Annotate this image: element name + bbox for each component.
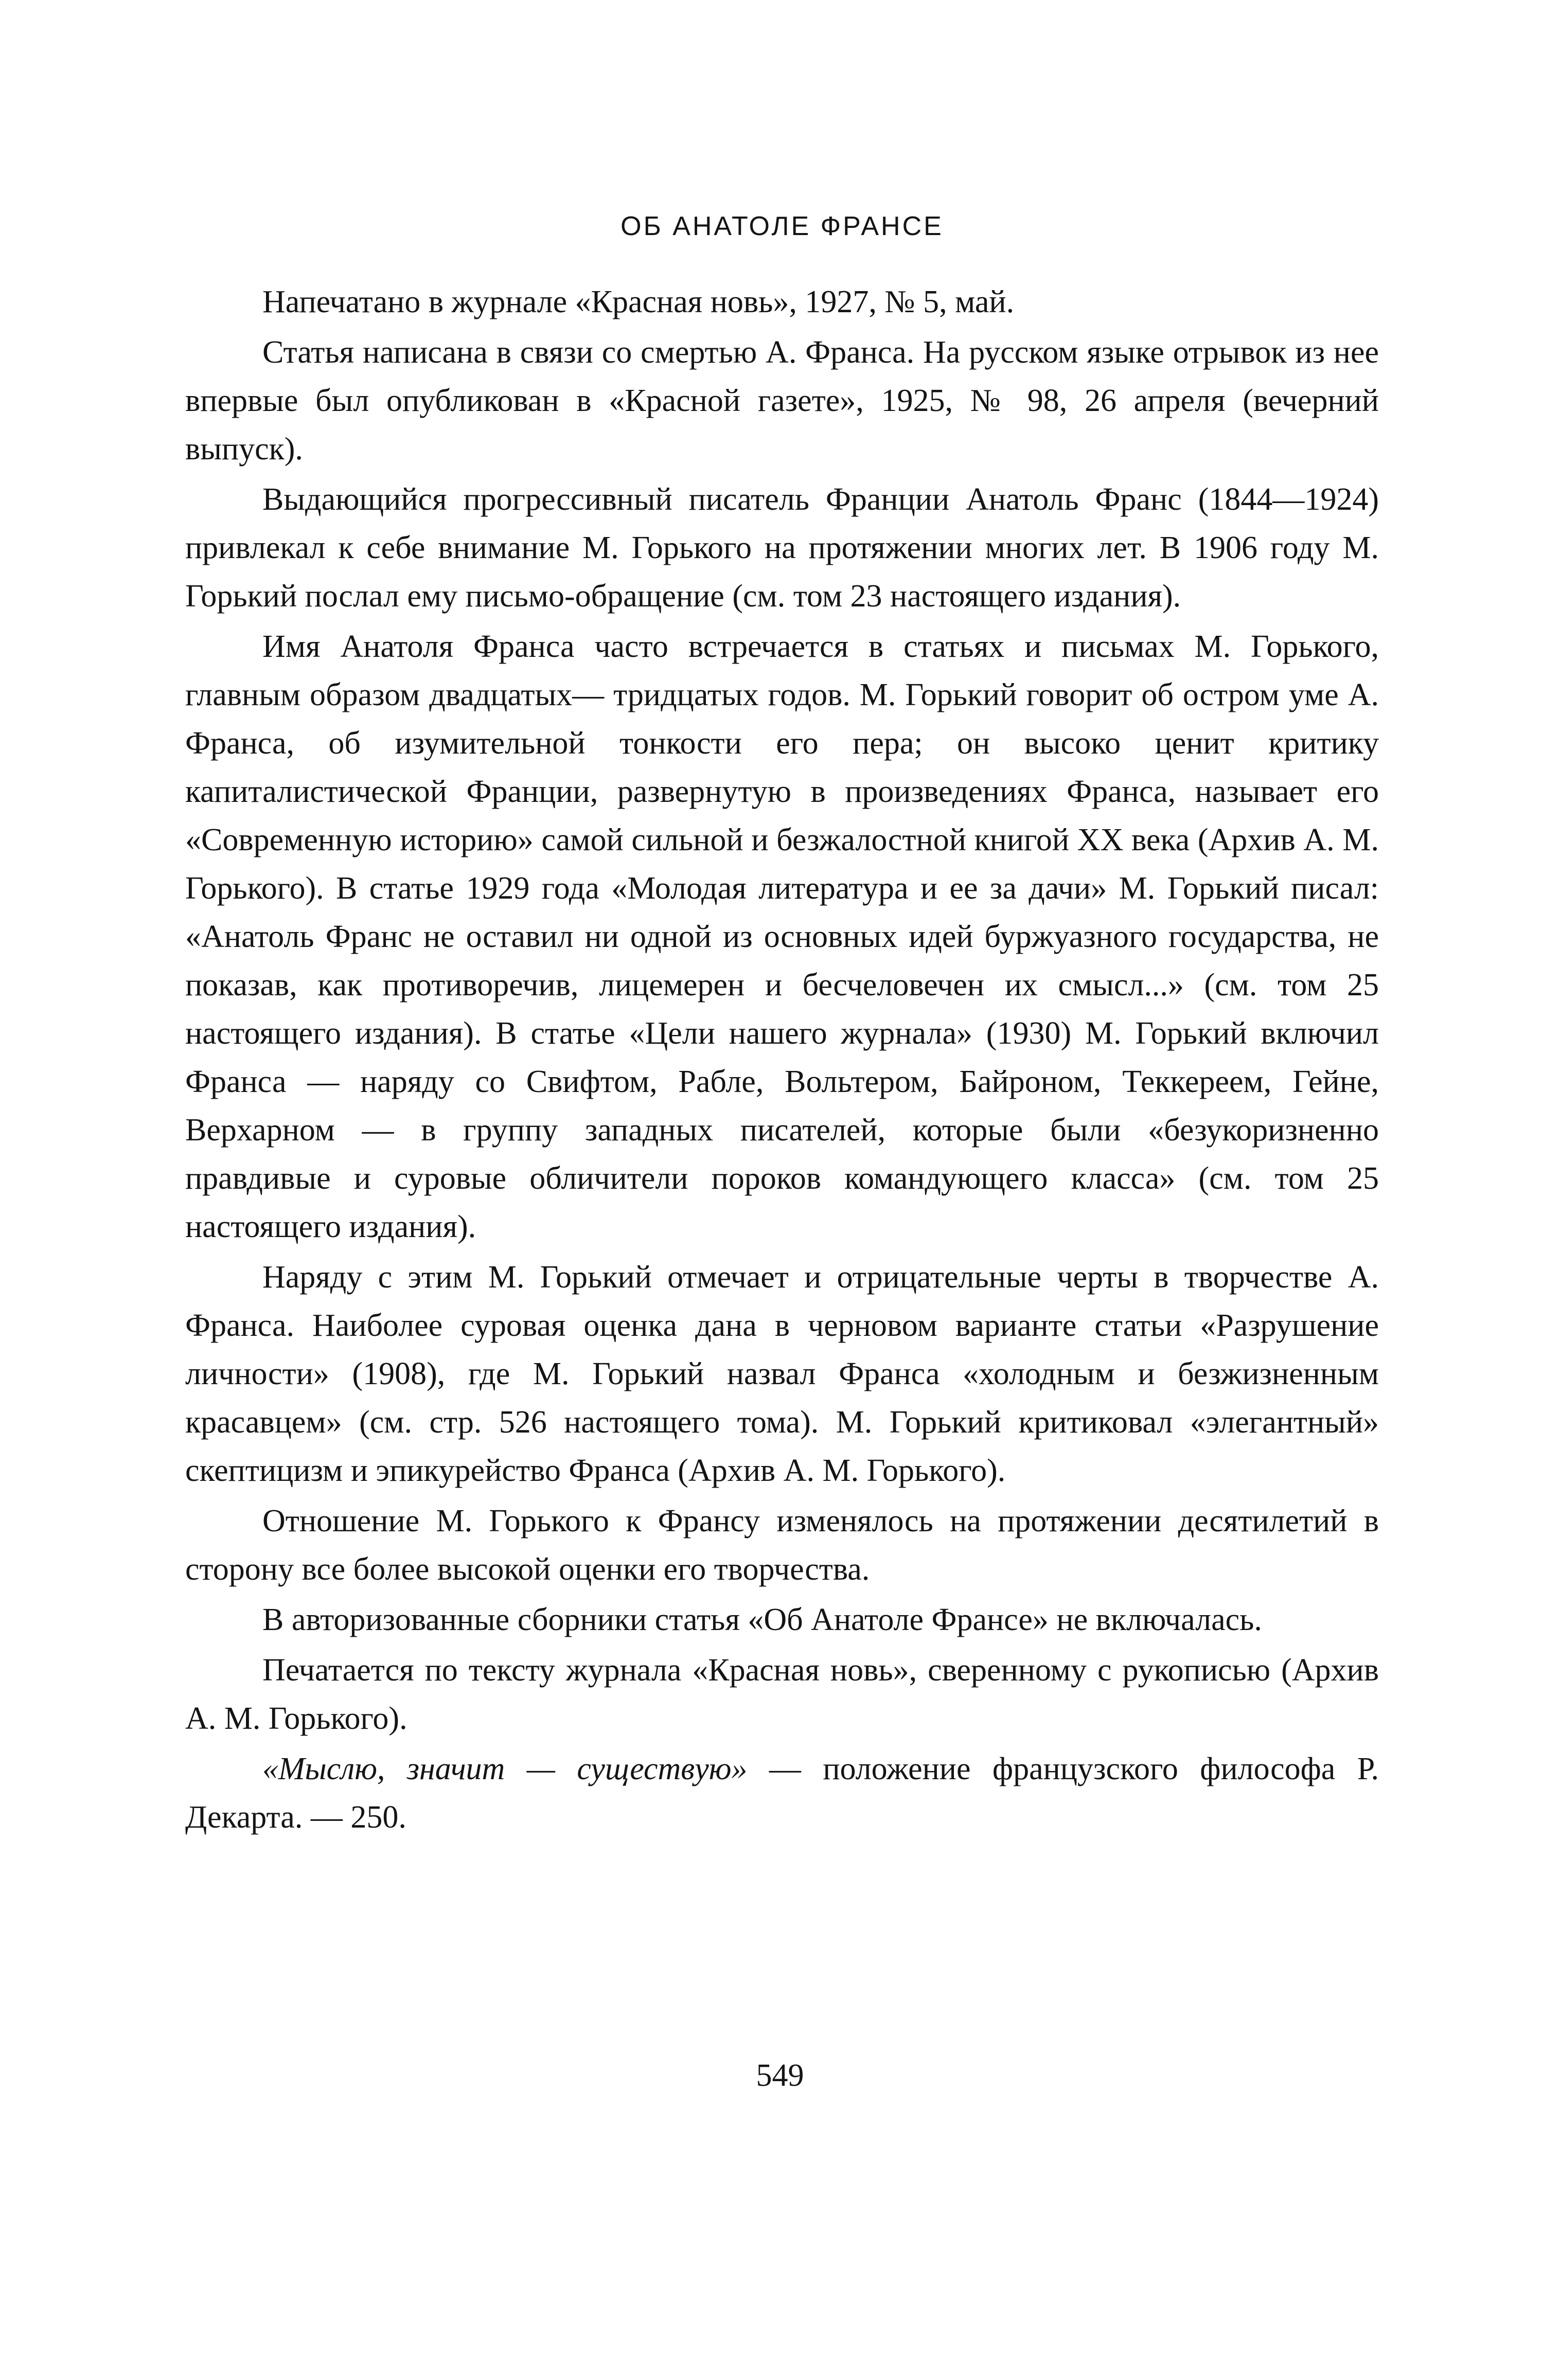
paragraph-source: Печатается по тексту журнала «Красная новь», сверенному с рукописью (Архив А. М. Горького). bbox=[185, 1653, 1379, 1736]
paragraph-origin: Статья написана в связи со смертью А. Франса. На русском языке отрывок из нее впервые был опубликован в «Красной газете», 1925, № 98, 26 апреля (вечерний выпуск). bbox=[185, 335, 1379, 467]
paragraph-collections: В авторизованные сборники статья «Об Анатоле Франсе» не включалась. bbox=[262, 1602, 1262, 1637]
paragraph-publication: Напечатано в журнале «Красная новь», 1927, № 5, май. bbox=[262, 284, 1015, 319]
paragraph-attitude-change: Отношение М. Горького к Франсу изменялось на протяжении десятилетий в сторону все более высокой оценки его творчества. bbox=[185, 1504, 1379, 1587]
page-number: 549 bbox=[756, 2058, 804, 2093]
page-content bbox=[185, 206, 1379, 1841]
note-quote: «Мыслю, значит — существую» bbox=[262, 1751, 748, 1786]
paragraph-note bbox=[185, 1745, 1379, 1841]
paragraph-mentions: Имя Анатоля Франса часто встречается в статьях и письмах М. Горького, главным образом двадцатых— тридцатых годов. М. Горький говорит об остром уме А. Франса, об изумительной тонкости его пера; он высоко ценит критику капиталистической Франции, развернутую в произведениях Франса, называет его «Современную историю» самой сильной и безжалостной книгой XX века (Архив А. М. Горького). В статье 1929 года «Молодая литература и ее за дачи» М. Горький писал: «Анатоль Франс не оставил ни одной из основных идей буржуазного государства, не показав, как противоречив, лицемерен и бесчеловечен их смысл...» (см. том 25 настоящего издания). В статье «Цели нашего журнала» (1930) М. Горький включил Франса — наряду со Свифтом, Рабле, Вольтером, Байроном, Теккереем, Гейне, Верхарном — в группу западных писателей, которые были «безукоризненно правдивые и суровые обличители пороков командующего класса» (см. том 25 настоящего издания). bbox=[185, 629, 1379, 1244]
paragraph-attention: Выдающийся прогрессивный писатель Франции Анатоль Франс (1844—1924) привлекал к себе внимание М. Горького на протяжении многих лет. В 1906 году М. Горький послал ему письмо-обращение (см. том 23 настоящего издания). bbox=[185, 482, 1379, 614]
paragraph-negative-traits: Наряду с этим М. Горький отмечает и отрицательные черты в творчестве А. Франса. Наиболее суровая оценка дана в черновом варианте статьи «Разрушение личности» (1908), где М. Горький назвал Франса «холодным и безжизненным красавцем» (см. стр. 526 настоящего тома). М. Горький критиковал «элегантный» скептицизм и эпикурейство Франса (Архив А. М. Горького). bbox=[185, 1260, 1379, 1488]
section-title: ОБ АНАТОЛЕ ФРАНСЕ bbox=[621, 211, 944, 241]
note-text: — положение французского философа Р. Декарта. — 250. bbox=[185, 1751, 1379, 1835]
